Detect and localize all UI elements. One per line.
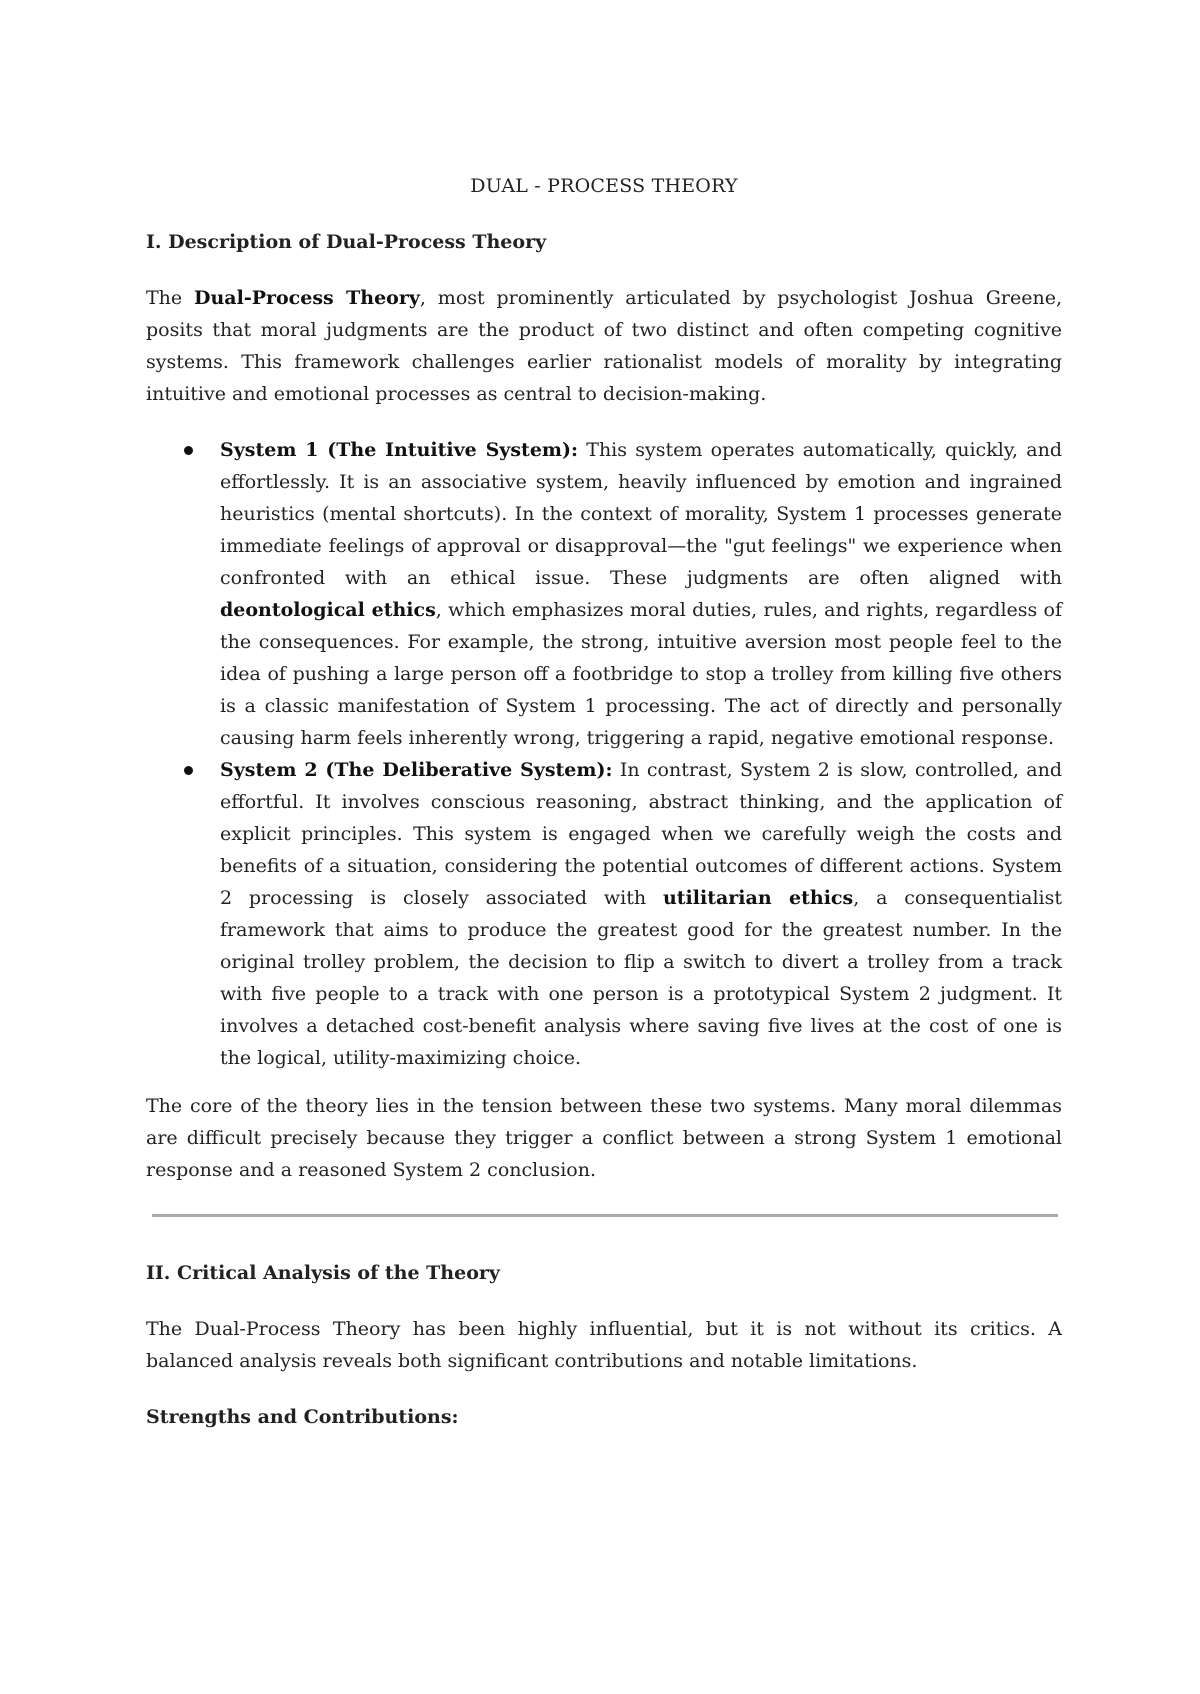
bullet-system-2-lead: System 2 (The Deliberative System):	[220, 759, 613, 781]
bullet-system-1-text-a: This system operates automatically, quickly, and effortlessly. It is an associative system, heavily influenced by emotion and ingrained heuristics (mental shortcuts). In the context of morality, System 1 processes generate immediate feelings of approval or disapproval—the "gut feelings" we experience when confronted with an ethical issue. These judgments are often aligned with	[220, 439, 1063, 589]
section-1-heading: I. Description of Dual-Process Theory	[146, 231, 547, 253]
intro-text-post: , most prominently articulated by psychologist Joshua Greene, posits that moral judgments are the product of two distinct and often competing cognitive systems. This framework challenges earlier rationalist models of morality by integrating intuitive and emotional processes as central to decision-making.	[146, 287, 1062, 405]
bullet-dot-icon	[184, 446, 193, 455]
bullet-system-2-bold-term: utilitarian ethics	[662, 887, 854, 909]
bullet-system-2	[220, 754, 1062, 1074]
intro-text-pre: The	[146, 287, 194, 309]
bullet-system-1-lead: System 1 (The Intuitive System):	[220, 439, 579, 461]
section-1-closing-paragraph: The core of the theory lies in the tension between these two systems. Many moral dilemmas are difficult precisely because they trigger a conflict between a strong System 1 emotional response and a reasoned System 2 conclusion.	[146, 1095, 1062, 1181]
strengths-subheading: Strengths and Contributions:	[146, 1406, 459, 1428]
section-2-heading: II. Critical Analysis of the Theory	[146, 1262, 500, 1284]
document-title: DUAL - PROCESS THEORY	[470, 175, 738, 197]
bullet-system-2-text-a: In contrast, System 2 is slow, controlled, and effortful. It involves conscious reasoning, abstract thinking, and the application of explicit principles. This system is engaged when we carefully weigh the costs and benefits of a situation, considering the potential outcomes of different actions. System 2 processing is closely associated with	[220, 759, 1062, 909]
intro-bold-term: Dual-Process Theory	[194, 287, 420, 309]
section-2-intro-paragraph: The Dual-Process Theory has been highly influential, but it is not without its critics. A balanced analysis reveals both significant contributions and notable limitations.	[146, 1318, 1062, 1372]
document-page	[146, 170, 1062, 1433]
horizontal-divider	[152, 1214, 1058, 1217]
bullet-system-1	[220, 434, 1062, 754]
bullet-system-1-bold-term: deontological ethics	[220, 599, 436, 621]
system-bullet-list	[146, 434, 1062, 1074]
bullet-system-2-text-b: , a consequentialist framework that aims to produce the greatest good for the greatest number. In the original trolley problem, the decision to flip a switch to divert a trolley from a track with five people to a track with one person is a prototypical System 2 judgment. It involves a detached cost-benefit analysis where saving five lives at the cost of one is the logical, utility-maximizing choice.	[220, 887, 1062, 1069]
bullet-system-1-text-b: , which emphasizes moral duties, rules, and rights, regardless of the consequences. For example, the strong, intuitive aversion most people feel to the idea of pushing a large person off a footbridge to stop a trolley from killing five others is a classic manifestation of System 1 processing. The act of directly and personally causing harm feels inherently wrong, triggering a rapid, negative emotional response.	[220, 599, 1062, 749]
section-1-intro-paragraph	[146, 282, 1062, 410]
bullet-dot-icon	[184, 766, 193, 775]
